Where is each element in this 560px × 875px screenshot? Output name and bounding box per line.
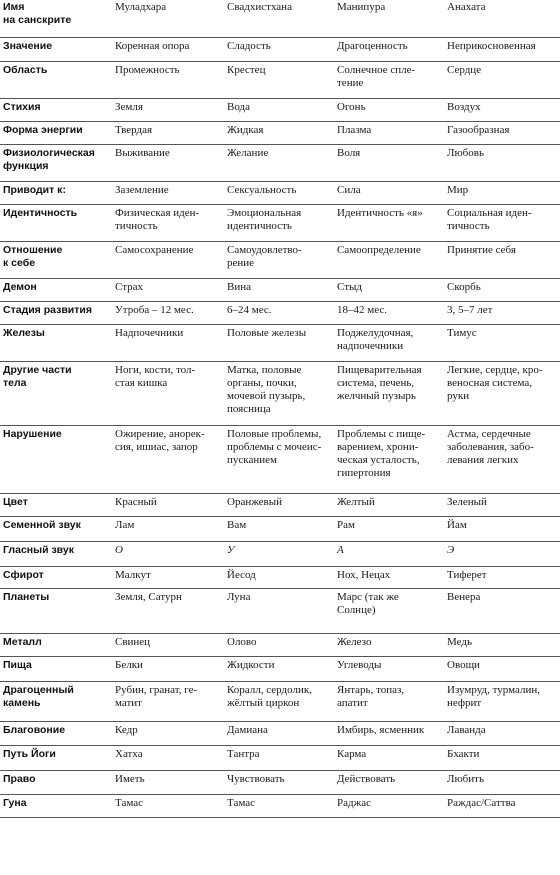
table-cell: Железо bbox=[334, 633, 444, 656]
table-cell: Половые проблемы, проблемы с мочеис- пусканием bbox=[224, 425, 334, 493]
table-row bbox=[0, 204, 560, 241]
table-cell: Солнечное спле- тение bbox=[334, 61, 444, 98]
table-row bbox=[0, 0, 560, 37]
table-cell: Овощи bbox=[444, 656, 560, 681]
table-cell: Анахата bbox=[444, 0, 560, 37]
table-cell: Желтый bbox=[334, 493, 444, 516]
table-cell: У bbox=[224, 541, 334, 566]
table-cell: Рубин, гранат, ге- матит bbox=[112, 681, 224, 721]
table-row bbox=[0, 361, 560, 425]
table-cell: Любовь bbox=[444, 144, 560, 181]
table-cell: О bbox=[112, 541, 224, 566]
table-row bbox=[0, 121, 560, 144]
row-label: Нарушение bbox=[0, 425, 112, 493]
row-label: Планеты bbox=[0, 588, 112, 633]
row-label: Драгоценный камень bbox=[0, 681, 112, 721]
table-cell: 3, 5–7 лет bbox=[444, 301, 560, 324]
table-cell: Вам bbox=[224, 516, 334, 541]
table-cell: Принятие себя bbox=[444, 241, 560, 278]
table-cell: Сладость bbox=[224, 37, 334, 61]
table-row bbox=[0, 516, 560, 541]
table-cell: Самоудовлетво- рение bbox=[224, 241, 334, 278]
table-cell: Действовать bbox=[334, 770, 444, 794]
table-cell: Лам bbox=[112, 516, 224, 541]
row-label: Железы bbox=[0, 324, 112, 361]
row-label: Цвет bbox=[0, 493, 112, 516]
table-cell: Стыд bbox=[334, 278, 444, 301]
row-label: Пища bbox=[0, 656, 112, 681]
table-row bbox=[0, 794, 560, 817]
table-cell: Муладхара bbox=[112, 0, 224, 37]
row-label: Форма энергии bbox=[0, 121, 112, 144]
row-label: Имя на санскрите bbox=[0, 0, 112, 37]
table-cell: Огонь bbox=[334, 98, 444, 121]
table-cell: Йесод bbox=[224, 566, 334, 588]
table-cell: Рам bbox=[334, 516, 444, 541]
table-cell: Марс (так же Солнце) bbox=[334, 588, 444, 633]
table-cell: Сердце bbox=[444, 61, 560, 98]
table-row bbox=[0, 37, 560, 61]
table-row bbox=[0, 721, 560, 745]
row-label: Металл bbox=[0, 633, 112, 656]
table-cell: Углеводы bbox=[334, 656, 444, 681]
table-cell: Нох, Нецах bbox=[334, 566, 444, 588]
table-cell: Медь bbox=[444, 633, 560, 656]
table-cell: Самосохранение bbox=[112, 241, 224, 278]
table-row bbox=[0, 770, 560, 794]
table-cell: Зеленый bbox=[444, 493, 560, 516]
table-cell: Тимус bbox=[444, 324, 560, 361]
table-cell: Легкие, сердце, кро- веносная система, руки bbox=[444, 361, 560, 425]
table-cell: Жидкая bbox=[224, 121, 334, 144]
table-cell: Иметь bbox=[112, 770, 224, 794]
table-cell: Воздух bbox=[444, 98, 560, 121]
table-cell: Э bbox=[444, 541, 560, 566]
table-cell: Идентичность «я» bbox=[334, 204, 444, 241]
table-cell: Страх bbox=[112, 278, 224, 301]
table-cell: Промежность bbox=[112, 61, 224, 98]
table-cell: Ожирение, анорек- сия, ишиас, запор bbox=[112, 425, 224, 493]
table-cell: Олово bbox=[224, 633, 334, 656]
table-row bbox=[0, 301, 560, 324]
row-label: Семенной звук bbox=[0, 516, 112, 541]
table-cell: Скорбь bbox=[444, 278, 560, 301]
table-cell: Надпочечники bbox=[112, 324, 224, 361]
row-label: Сфирот bbox=[0, 566, 112, 588]
row-label: Гуна bbox=[0, 794, 112, 817]
table-cell: Лаванда bbox=[444, 721, 560, 745]
table-cell: Земля, Сатурн bbox=[112, 588, 224, 633]
table-cell: Свадхистхана bbox=[224, 0, 334, 37]
table-cell: Заземление bbox=[112, 181, 224, 204]
table-row bbox=[0, 745, 560, 770]
row-label: Отношение к себе bbox=[0, 241, 112, 278]
table-cell: Проблемы с пище- варением, хрони- ческая усталость, гипертония bbox=[334, 425, 444, 493]
table-cell: Социальная иден- тичность bbox=[444, 204, 560, 241]
table-cell: Утроба – 12 мес. bbox=[112, 301, 224, 324]
table-cell: Свинец bbox=[112, 633, 224, 656]
table-row bbox=[0, 541, 560, 566]
table-row bbox=[0, 324, 560, 361]
table-row bbox=[0, 241, 560, 278]
table-row bbox=[0, 633, 560, 656]
table-cell: Любить bbox=[444, 770, 560, 794]
table-row bbox=[0, 144, 560, 181]
table-cell: 18–42 мес. bbox=[334, 301, 444, 324]
table-row bbox=[0, 588, 560, 633]
table-cell: Физическая иден- тичность bbox=[112, 204, 224, 241]
table-cell: Сила bbox=[334, 181, 444, 204]
table-cell: Карма bbox=[334, 745, 444, 770]
table-cell: Хатха bbox=[112, 745, 224, 770]
table-cell: А bbox=[334, 541, 444, 566]
table-cell: Крестец bbox=[224, 61, 334, 98]
table-cell: Половые железы bbox=[224, 324, 334, 361]
row-label: Приводит к: bbox=[0, 181, 112, 204]
table-cell: Пищеварительная система, печень, желчный пузырь bbox=[334, 361, 444, 425]
row-label: Право bbox=[0, 770, 112, 794]
table-cell: Изумруд, турмалин, нефрит bbox=[444, 681, 560, 721]
table-cell: Астма, сердечные заболевания, забо- левания легких bbox=[444, 425, 560, 493]
table-cell: Матка, половые органы, почки, мочевой пузырь, поясница bbox=[224, 361, 334, 425]
table-cell: Неприкосновенная bbox=[444, 37, 560, 61]
table-cell: Дамиана bbox=[224, 721, 334, 745]
table-cell: Кедр bbox=[112, 721, 224, 745]
table-cell: Тантра bbox=[224, 745, 334, 770]
table-cell: Самоопределение bbox=[334, 241, 444, 278]
table-cell: Желание bbox=[224, 144, 334, 181]
table-cell: Янтарь, топаз, апатит bbox=[334, 681, 444, 721]
table-cell: Выживание bbox=[112, 144, 224, 181]
table-row bbox=[0, 98, 560, 121]
table-cell: 6–24 мес. bbox=[224, 301, 334, 324]
table-cell: Жидкости bbox=[224, 656, 334, 681]
table-row bbox=[0, 425, 560, 493]
table-cell: Сексуальность bbox=[224, 181, 334, 204]
table-cell: Раджас bbox=[334, 794, 444, 817]
row-label: Благовоние bbox=[0, 721, 112, 745]
table-cell: Коренная опора bbox=[112, 37, 224, 61]
table-cell: Йам bbox=[444, 516, 560, 541]
table-cell: Коралл, сердолик, жёлтый циркон bbox=[224, 681, 334, 721]
table-cell: Эмоциональная идентичность bbox=[224, 204, 334, 241]
table-cell: Плазма bbox=[334, 121, 444, 144]
table-cell: Манипура bbox=[334, 0, 444, 37]
row-label: Стихия bbox=[0, 98, 112, 121]
table-cell: Красный bbox=[112, 493, 224, 516]
table-cell: Воля bbox=[334, 144, 444, 181]
row-label: Область bbox=[0, 61, 112, 98]
table-cell: Белки bbox=[112, 656, 224, 681]
row-label: Демон bbox=[0, 278, 112, 301]
table-row bbox=[0, 566, 560, 588]
table-cell: Бхакти bbox=[444, 745, 560, 770]
row-label: Стадия развития bbox=[0, 301, 112, 324]
table-cell: Венера bbox=[444, 588, 560, 633]
table-cell: Тамас bbox=[224, 794, 334, 817]
table-row bbox=[0, 181, 560, 204]
table-cell: Земля bbox=[112, 98, 224, 121]
table-cell: Тамас bbox=[112, 794, 224, 817]
table-cell: Драгоценность bbox=[334, 37, 444, 61]
table-cell: Малкут bbox=[112, 566, 224, 588]
row-label: Другие части тела bbox=[0, 361, 112, 425]
row-label: Путь Йоги bbox=[0, 745, 112, 770]
table-cell: Тиферет bbox=[444, 566, 560, 588]
row-label: Идентичность bbox=[0, 204, 112, 241]
table-cell: Газообразная bbox=[444, 121, 560, 144]
table-cell: Луна bbox=[224, 588, 334, 633]
table-row bbox=[0, 278, 560, 301]
table-cell: Твердая bbox=[112, 121, 224, 144]
table-row bbox=[0, 656, 560, 681]
table-row bbox=[0, 493, 560, 516]
table-cell: Раждас/Саттва bbox=[444, 794, 560, 817]
table-cell: Поджелудочная, надпочечники bbox=[334, 324, 444, 361]
table-cell: Чувствовать bbox=[224, 770, 334, 794]
table-cell: Ноги, кости, тол- стая кишка bbox=[112, 361, 224, 425]
row-label: Гласный звук bbox=[0, 541, 112, 566]
row-label: Значение bbox=[0, 37, 112, 61]
table-cell: Имбирь, ясменник bbox=[334, 721, 444, 745]
table-cell: Вина bbox=[224, 278, 334, 301]
table-cell: Вода bbox=[224, 98, 334, 121]
table-cell: Оранжевый bbox=[224, 493, 334, 516]
table-row bbox=[0, 61, 560, 98]
row-label: Физиологическая функция bbox=[0, 144, 112, 181]
table-row bbox=[0, 681, 560, 721]
table-cell: Мир bbox=[444, 181, 560, 204]
